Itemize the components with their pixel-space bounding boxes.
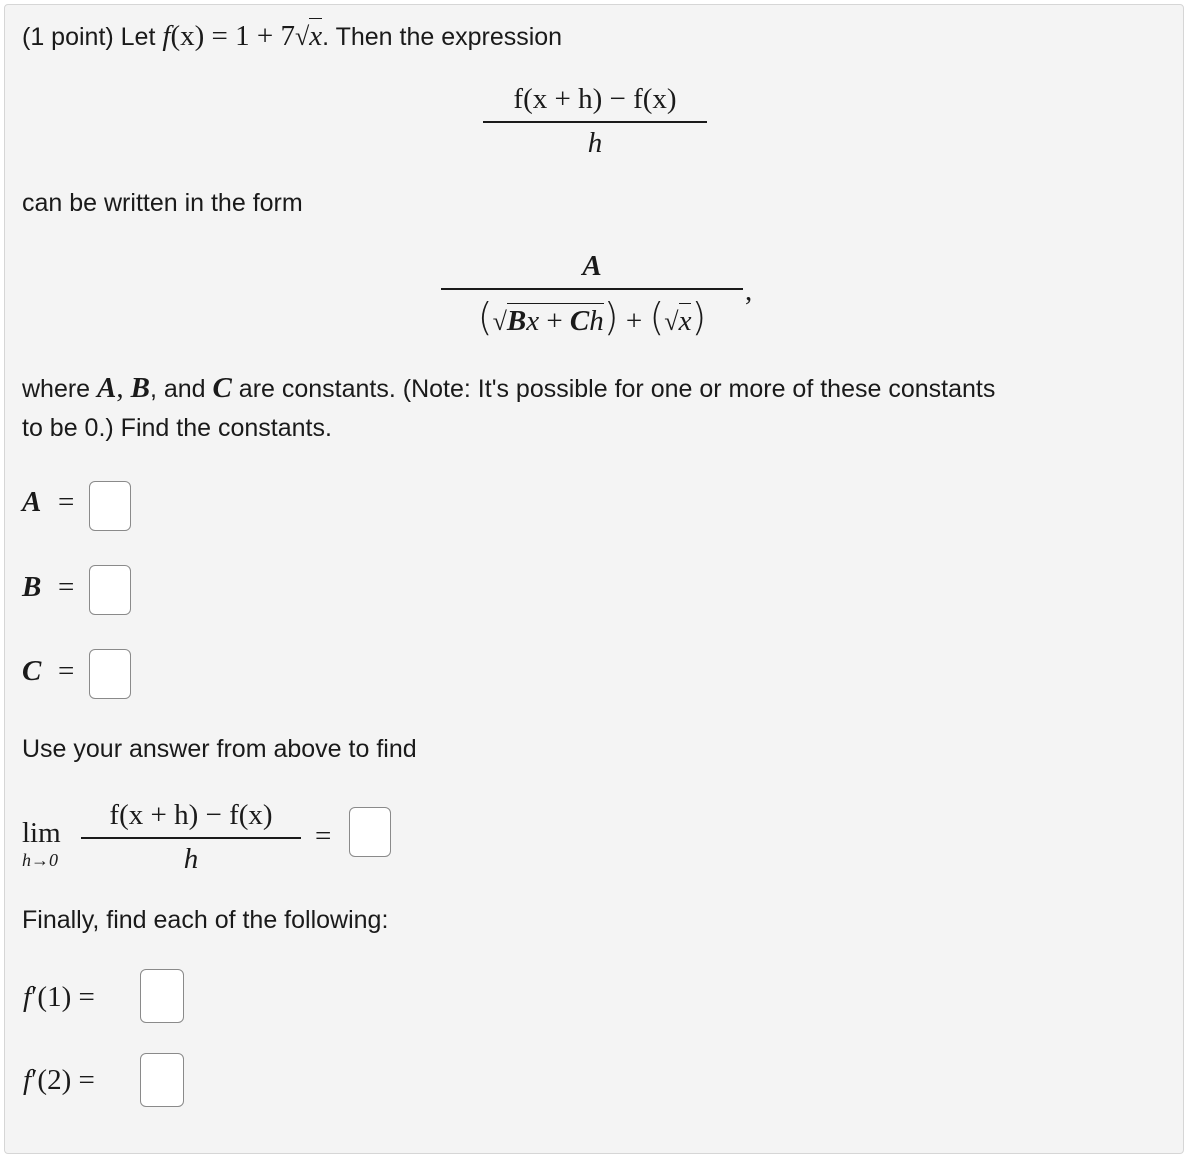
- label-C: C: [22, 655, 42, 687]
- limit-fraction-bar: [81, 837, 301, 839]
- form-fraction-bar: [441, 288, 743, 290]
- fprime-2-label: f′(2) =: [23, 1064, 95, 1096]
- expr-numerator: f(x + h) − f(x): [513, 83, 677, 115]
- limit-numerator: f(x + h) − f(x): [109, 799, 273, 831]
- answer-C-input[interactable]: [89, 649, 131, 699]
- where-line-1: where A, B, and C are constants. (Note: It's possible for one or more of these constants: [22, 372, 996, 404]
- eq-A: =: [58, 486, 75, 518]
- eq-C: =: [58, 655, 75, 687]
- expr-fraction-bar: [483, 121, 707, 123]
- answer-A-input[interactable]: [89, 481, 131, 531]
- where-line-2: to be 0.) Find the constants.: [22, 414, 332, 442]
- finally-text: Finally, find each of the following:: [22, 906, 389, 934]
- lim-subscript: h→0: [22, 850, 58, 870]
- point-label: (1 point) Let: [22, 23, 156, 51]
- form-text: can be written in the form: [22, 189, 303, 217]
- label-A: A: [22, 486, 42, 518]
- limit-denominator: h: [183, 843, 199, 875]
- fprime-1-label: f′(1) =: [23, 981, 95, 1013]
- problem-panel: [4, 4, 1184, 1154]
- form-comma: ,: [745, 275, 753, 307]
- use-text: Use your answer from above to find: [22, 735, 417, 763]
- f-symbol: f: [162, 20, 171, 52]
- limit-answer-input[interactable]: [349, 807, 391, 857]
- fprime-2-input[interactable]: [140, 1053, 184, 1107]
- answer-B-input[interactable]: [89, 565, 131, 615]
- lim-word: lim: [22, 817, 61, 849]
- limit-eq: =: [315, 820, 332, 852]
- label-B: B: [22, 571, 42, 603]
- fx-args: (x) = 1 + 7: [170, 20, 295, 52]
- form-numerator: A: [582, 250, 602, 282]
- intro-line: (1 point) Let f(x) = 1 + 7√x. Then the expression: [22, 20, 563, 52]
- sqrt-x: x: [309, 20, 323, 52]
- form-denominator: (√Bx + Ch) + (√x): [477, 295, 707, 339]
- then-text: . Then the expression: [322, 23, 563, 51]
- fprime-1-input[interactable]: [140, 969, 184, 1023]
- eq-B: =: [58, 571, 75, 603]
- expr-denominator: h: [587, 127, 603, 159]
